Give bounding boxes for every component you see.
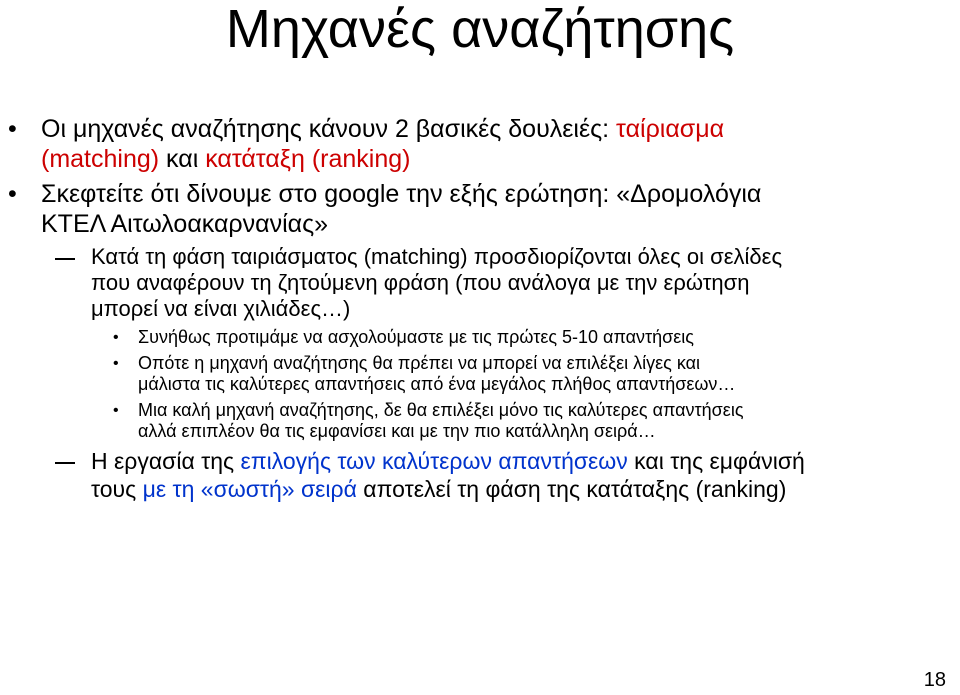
- subbullet-ranking-phase: [0, 447, 960, 503]
- bullet-line: [41, 114, 960, 144]
- bullet-dot-icon: •: [113, 354, 119, 372]
- subsubbullet-text: Οπότε η μηχανή αναζήτησης θα πρέπει να μπορεί να επιλέξει λίγες και: [138, 352, 701, 373]
- subbullet-matching-phase: [0, 244, 960, 322]
- subsubbullet-text: αλλά επιπλέον θα τις εμφανίσει και με την πιο κατάλληλη σειρά…: [138, 421, 656, 441]
- dash-icon: [55, 258, 75, 260]
- subbullet-line: [91, 447, 960, 475]
- subsubbullet-first-answers: [0, 327, 960, 349]
- bullet-text: και: [159, 145, 206, 173]
- subbullet-text: που αναφέρουν τη ζητούμενη φράση (που ανάλογα με την ερώτηση: [91, 270, 750, 295]
- subbullet-line: [91, 475, 960, 503]
- bullet-text: Σκεφτείτε ότι δίνουμε στο google την εξής ερώτηση: «Δρομολόγια: [41, 180, 762, 208]
- bullet-line: [41, 144, 960, 174]
- subbullet-text: μπορεί να είναι χιλιάδες…): [91, 296, 351, 321]
- subsubbullet-text: Συνήθως προτιμάμε να ασχολούμαστε με τις πρώτες 5-10 απαντήσεις: [138, 327, 694, 347]
- highlight-matching: ταίριασμα: [616, 115, 725, 143]
- highlight-ranking: κατάταξη (ranking): [205, 145, 411, 173]
- bullet-dot-icon: •: [8, 180, 17, 208]
- bullet-dot-icon: •: [113, 401, 119, 419]
- bullet-list: [0, 114, 960, 503]
- bullet-dot-icon: •: [8, 115, 17, 143]
- highlight-correct-order: με τη «σωστή» σειρά: [142, 475, 357, 502]
- dash-icon: [55, 462, 75, 464]
- bullet-text: Οι μηχανές αναζήτησης κάνουν 2 βασικές δουλειές:: [41, 115, 617, 143]
- subsubbullet-select-few: [0, 353, 960, 396]
- subsubbullet-text: μάλιστα τις καλύτερες απαντήσεις από ένα μεγάλος πλήθος απαντήσεων…: [138, 374, 736, 394]
- subsubbullet-good-engine: [0, 400, 960, 443]
- bullet-text: ΚΤΕΛ Αιτωλοακαρνανίας»: [41, 210, 329, 238]
- page-number: 18: [923, 669, 946, 691]
- subbullet-text: Κατά τη φάση ταιριάσματος (matching) προσδιορίζονται όλες οι σελίδες: [91, 244, 783, 269]
- highlight-matching-en: (matching): [41, 145, 160, 173]
- subbullet-text: αποτελεί τη φάση της κατάταξης (ranking): [356, 475, 787, 502]
- subsubbullet-text: Μια καλή μηχανή αναζήτησης, δε θα επιλέξει μόνο τις καλύτερες απαντήσεις: [138, 399, 744, 420]
- bullet-matching-ranking: [0, 114, 960, 174]
- highlight-best-answers: επιλογής των καλύτερων απαντήσεων: [240, 447, 628, 474]
- bullet-dot-icon: •: [113, 329, 119, 346]
- bullet-google-query: [0, 179, 960, 239]
- subbullet-text: τους: [91, 475, 143, 502]
- subbullet-text: Η εργασία της: [91, 447, 241, 474]
- subbullet-text: και της εμφάνισή: [627, 447, 805, 474]
- slide-title: Μηχανές αναζήτησης: [225, 0, 735, 59]
